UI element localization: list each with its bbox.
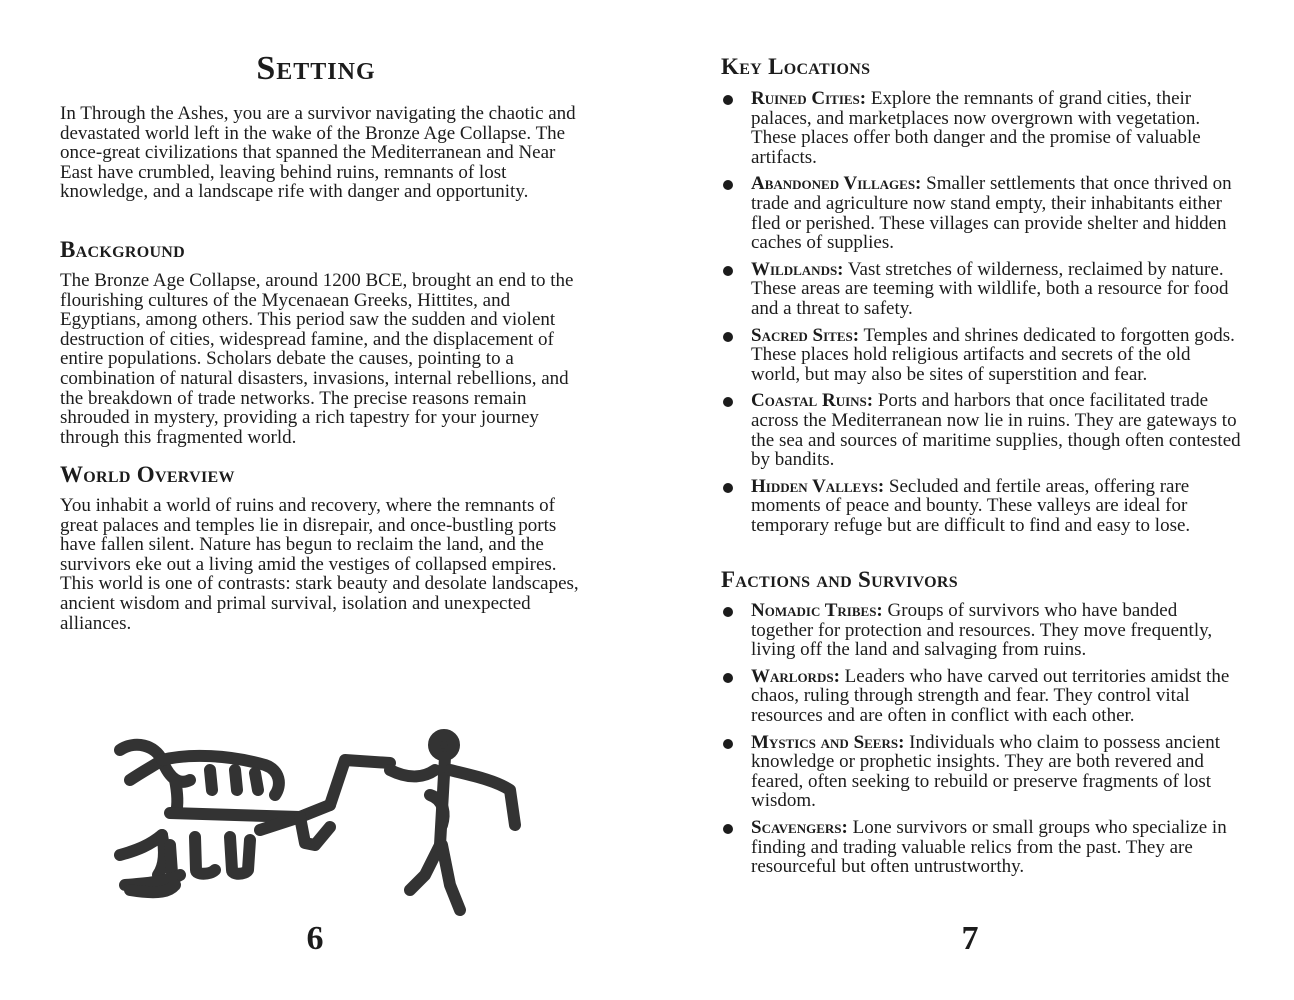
item-text: Temples and shrines dedicated to forgotten gods. These places hold religious artifacts and secrets of the old world, but may also be sites of superstition and fear. (751, 324, 1235, 385)
bullet-icon (723, 95, 733, 105)
item-term: Abandoned Villages: (751, 173, 922, 195)
petroglyph-illustration (100, 725, 530, 920)
page-number: 7 (961, 920, 979, 957)
list-item (721, 733, 1241, 811)
item-term: Sacred Sites: (751, 324, 860, 346)
bullet-icon (723, 739, 733, 749)
bullet-icon (723, 483, 733, 493)
page-title: Setting (256, 50, 376, 87)
item-text: Ports and harbors that once facilitated trade across the Mediterranean now lie in ruins. They are gateways to the sea and sources of maritime supplies, though often contested by bandits. (751, 390, 1241, 471)
page-number: 6 (306, 920, 324, 957)
list-item (721, 89, 1241, 167)
bullet-icon (723, 266, 733, 276)
item-term: Warlords: (751, 665, 840, 687)
item-text: Explore the remnants of grand cities, their palaces, and marketplaces now overgrown with vegetation. These places offer both danger and the promise of valuable artifacts. (751, 88, 1201, 168)
factions-list (721, 601, 1241, 884)
list-item (721, 601, 1241, 660)
bullet-icon (723, 180, 733, 190)
world-overview-paragraph: You inhabit a world of ruins and recovery, where the remnants of great palaces and temples lie in disrepair, and once-bustling ports have fallen silent. Nature has begun to reclaim the land, and the survivors eke out a living amid the vestiges of collapsed empires. This world is one of contrasts: stark beauty and desolate landscapes, ancient wisdom and primal survival, isolation and unexpected alliances. (60, 495, 579, 634)
list-item (721, 260, 1241, 319)
right-page (647, 0, 1294, 1000)
list-item (721, 174, 1241, 252)
item-term: Coastal Ruins: (751, 390, 874, 412)
item-text: Lone survivors or small groups who specialize in finding and trading valuable relics from the past. They are resourceful but often untrustworthy. (751, 816, 1227, 878)
item-text: Secluded and fertile areas, offering rare moments of peace and bounty. These valleys are ideal for temporary refuge but are difficult to find and easy to lose. (751, 475, 1191, 536)
intro-paragraph: In Through the Ashes, you are a survivor navigating the chaotic and devastated world left in the wake of the Bronze Age Collapse. The once-great civilizations that spanned the Mediterranean and Near East have crumbled, leaving behind ruins, remnants of lost knowledge, and a landscape rife with danger and opportunity. (60, 103, 576, 203)
item-term: Mystics and Seers: (751, 731, 905, 753)
background-paragraph: The Bronze Age Collapse, around 1200 BCE, brought an end to the flourishing cultures of the Mycenaean Greeks, Hittites, and Egyptians, among others. This period saw the sudden and violent destruction of cities, widespread famine, and the displacement of entire populations. Scholars debate the causes, pointing to a combination of natural disasters, invasions, internal rebellions, and the breakdown of trade networks. The precise reasons remain shrouded in mystery, providing a rich tapestry for your journey through this fragmented world. (60, 270, 574, 448)
list-item (721, 667, 1241, 726)
factions-heading: Factions and Survivors (721, 567, 958, 592)
item-text: Leaders who have carved out territories amidst the chaos, ruling through strength and fear. They control vital resources and are often in conflict with each other. (751, 665, 1230, 726)
item-text: Individuals who claim to possess ancient knowledge or prophetic insights. They are both revered and feared, often seeking to rebuild or preserve fragments of lost wisdom. (751, 731, 1220, 812)
world-overview-heading: World Overview (60, 462, 235, 487)
item-term: Hidden Valleys: (751, 475, 885, 497)
list-item (721, 391, 1241, 469)
list-item (721, 818, 1241, 877)
item-term: Wildlands: (751, 258, 844, 280)
item-text: Vast stretches of wilderness, reclaimed by nature. These areas are teeming with wildlife, both a resource for food and a threat to safety. (751, 258, 1229, 319)
key-locations-list (721, 89, 1241, 542)
item-term: Scavengers: (751, 816, 848, 838)
bullet-icon (723, 332, 733, 342)
background-heading: Background (60, 237, 186, 262)
item-text: Smaller settlements that once thrived on trade and agriculture now stand empty, their inhabitants either fled or perished. These villages can provide shelter and hidden caches of supplies. (751, 173, 1232, 254)
bullet-icon (723, 607, 733, 617)
bullet-icon (723, 673, 733, 683)
item-text: Groups of survivors who have banded together for protection and resources. They move frequently, living off the land and salvaging from ruins. (751, 600, 1213, 661)
list-item (721, 326, 1241, 385)
item-term: Nomadic Tribes: (751, 600, 883, 621)
bullet-icon (723, 397, 733, 407)
item-term: Ruined Cities: (751, 88, 867, 109)
key-locations-heading: Key Locations (721, 54, 871, 79)
bullet-icon (723, 824, 733, 834)
list-item (721, 477, 1241, 536)
